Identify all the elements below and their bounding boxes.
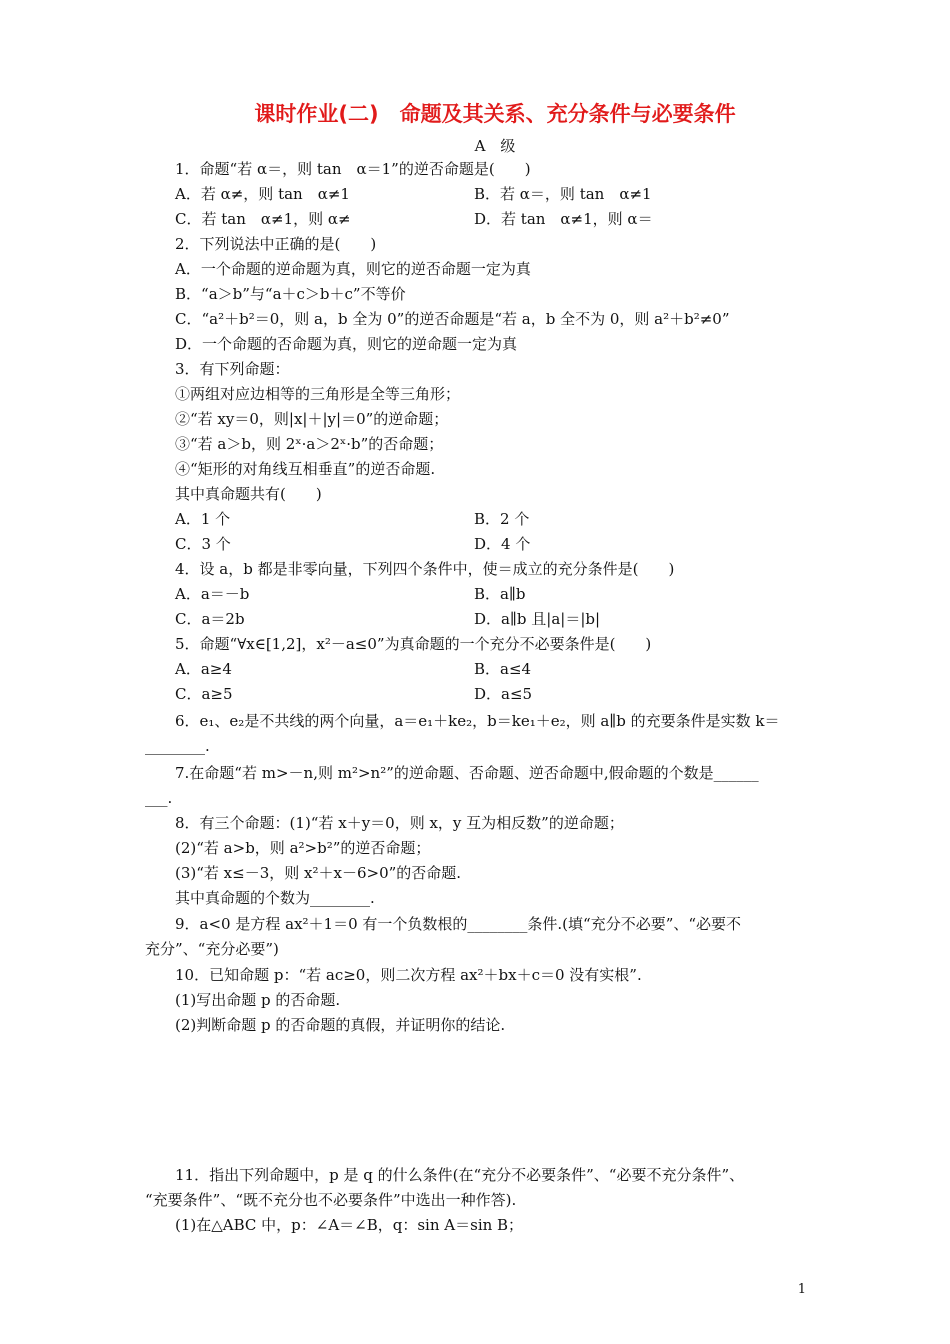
question-11-cont: “充要条件”、“既不充分也不必要条件”中选出一种作答). (145, 1191, 517, 1209)
question-6-blank: ________. (145, 737, 210, 755)
option-1d: D．若 tan α≠1，则 α＝ (474, 210, 653, 228)
option-1c: C．若 tan α≠1，则 α≠ (175, 210, 351, 228)
question-10: 10．已知命题 p：“若 ac≥0，则二次方程 ax²＋bx＋c＝0 没有实根”. (175, 966, 642, 984)
option-1b: B．若 α＝，则 tan α≠1 (474, 185, 652, 203)
option-5c: C．a≥5 (175, 685, 233, 703)
question-1: 1．命题“若 α＝，则 tan α＝1”的逆否命题是( ) (175, 160, 531, 178)
statement-3-1: ①两组对应边相等的三角形是全等三角形； (175, 385, 461, 403)
question-4: 4．设 a，b 都是非零向量，下列四个条件中，使＝成立的充分条件是( ) (175, 560, 675, 578)
question-10-part-1: (1)写出命题 p 的否命题. (175, 991, 341, 1009)
option-2d: D．一个命题的否命题为真，则它的逆命题一定为真 (175, 335, 518, 353)
option-2b: B．“a＞b”与“a＋c＞b＋c”不等价 (175, 285, 406, 303)
question-2: 2．下列说法中正确的是( ) (175, 235, 377, 253)
question-5: 5．命题“∀x∈[1,2]，x²－a≤0”为真命题的一个充分不必要条件是( ) (175, 635, 652, 653)
question-9: 9．a<0 是方程 ax²＋1＝0 有一个负数根的________条件.(填“充分不必要”、“必要不 (175, 915, 742, 933)
option-5b: B．a≤4 (474, 660, 532, 678)
question-11-part-1: (1)在△ABC 中，p：∠A＝∠B，q：sin A＝sin B； (175, 1216, 524, 1234)
option-4a: A．a＝－b (175, 585, 250, 603)
question-8: 8．有三个命题：(1)“若 x＋y＝0，则 x，y 互为相反数”的逆命题； (175, 814, 624, 832)
question-10-part-2: (2)判断命题 p 的否命题的真假，并证明你的结论. (175, 1016, 506, 1034)
option-3a: A．1 个 (175, 510, 231, 528)
option-3b: B．2 个 (474, 510, 530, 528)
option-3d: D．4 个 (474, 535, 531, 553)
question-8-prompt: 其中真命题的个数为________. (175, 889, 375, 907)
section-heading: A 级 (474, 137, 516, 155)
option-3c: C．3 个 (175, 535, 231, 553)
question-6: 6．e₁、e₂是不共线的两个向量，a＝e₁＋ke₂，b＝ke₁＋e₂，则 a∥b 的充要条件是实数 k＝ (175, 712, 780, 730)
option-5d: D．a≤5 (474, 685, 533, 703)
statement-8-3: (3)“若 x≤－3，则 x²＋x－6>0”的否命题. (175, 864, 462, 882)
option-2c: C．“a²＋b²＝0，则 a，b 全为 0”的逆否命题是“若 a，b 全不为 0，则 a²＋b²≠0” (175, 310, 730, 328)
option-2a: A．一个命题的逆命题为真，则它的逆否命题一定为真 (175, 260, 531, 278)
question-11: 11．指出下列命题中，p 是 q 的什么条件(在“充分不必要条件”、“必要不充分条件”、 (175, 1166, 745, 1184)
question-3-prompt: 其中真命题共有( ) (175, 485, 322, 503)
question-9-cont: 充分”、“充分必要”) (145, 940, 279, 958)
question-7-blank: ___. (145, 789, 173, 807)
question-7: 7.在命题“若 m>－n,则 m²>n²”的逆命题、否命题、逆否命题中,假命题的个数是______ (175, 764, 759, 782)
statement-3-2: ②“若 xy＝0，则|x|＋|y|＝0”的逆命题； (175, 410, 449, 428)
page-number: 1 (797, 1282, 806, 1297)
option-4d: D．a∥b 且|a|＝|b| (474, 610, 601, 628)
question-3: 3．有下列命题： (175, 360, 290, 378)
page-title: 课时作业(二) 命题及其关系、充分条件与必要条件 (254, 102, 736, 126)
statement-3-3: ③“若 a＞b，则 2ˣ·a＞2ˣ·b”的否命题； (175, 435, 444, 453)
statement-3-4: ④“矩形的对角线互相垂直”的逆否命题. (175, 460, 436, 478)
option-1a: A．若 α≠，则 tan α≠1 (175, 185, 350, 203)
option-4c: C．a＝2b (175, 610, 245, 628)
statement-8-2: (2)“若 a>b，则 a²>b²”的逆否命题； (175, 839, 431, 857)
option-5a: A．a≥4 (175, 660, 232, 678)
option-4b: B．a∥b (474, 585, 526, 603)
